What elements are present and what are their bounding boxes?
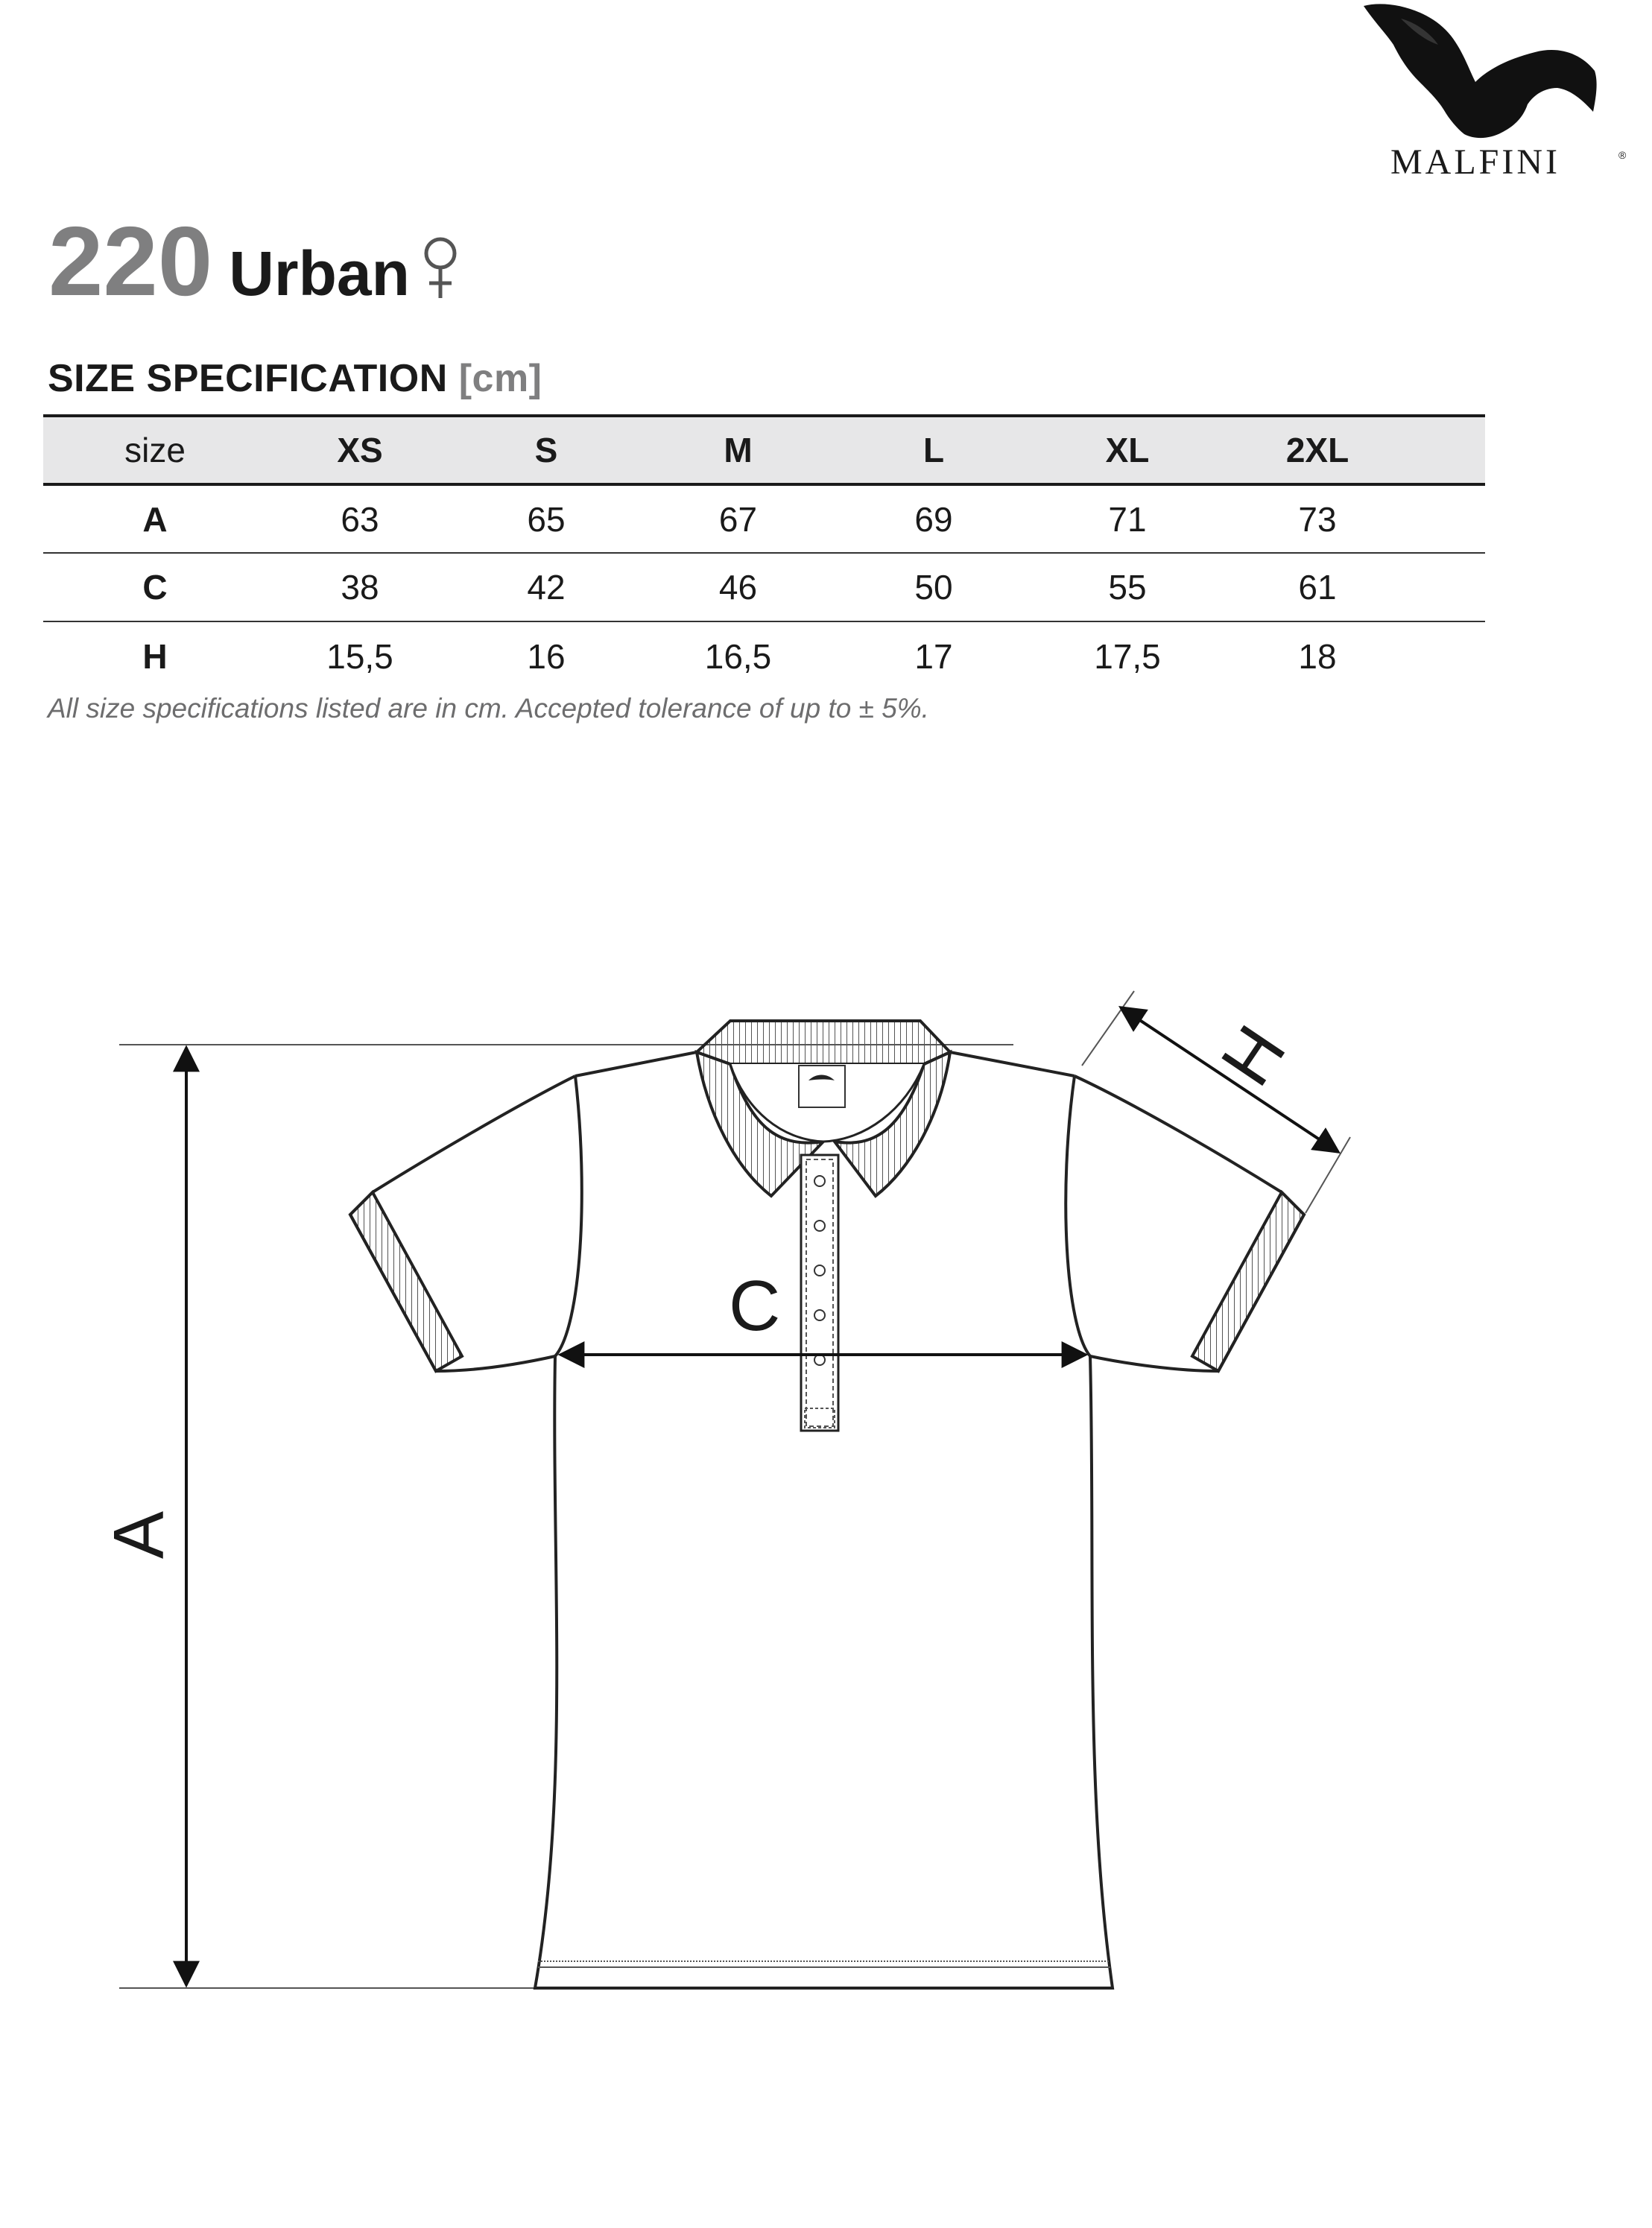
h-reference-line-2 [1306, 1137, 1350, 1213]
collar-back [697, 1021, 950, 1064]
polo-shirt-diagram [0, 969, 1652, 2049]
table-cell: 42 [527, 568, 566, 607]
column-header: M [724, 431, 753, 469]
h-reference-line-1 [1082, 991, 1134, 1066]
table-cell-spacer [1411, 621, 1485, 690]
table-cell: 38 [341, 568, 379, 607]
product-number: 220 [48, 206, 213, 316]
right-shoulder [950, 1052, 1075, 1076]
column-header: 2XL [1285, 431, 1349, 469]
table-cell: 71 [1108, 499, 1147, 539]
registered-mark: ® [1618, 149, 1627, 161]
brand-logo [1326, 0, 1639, 186]
spec-heading-text: SIZE SPECIFICATION [48, 357, 448, 400]
row-label: A [142, 499, 168, 539]
row-label: C [142, 568, 168, 607]
dimension-a-label: A [99, 1510, 180, 1560]
table-cell: 17,5 [1094, 636, 1161, 676]
left-sleeve-cuff [350, 1192, 462, 1371]
size-table [43, 414, 1485, 690]
table-cell-spacer [1411, 484, 1485, 553]
column-header: L [922, 431, 945, 469]
table-cell: 16 [527, 636, 566, 676]
column-header: XS [337, 431, 383, 469]
table-cell: 50 [914, 568, 953, 607]
left-shoulder [575, 1052, 697, 1076]
table-cell: 16,5 [704, 636, 772, 676]
product-name: Urban [229, 238, 410, 308]
table-cell-spacer [1411, 553, 1485, 621]
column-header: XL [1105, 431, 1150, 469]
table-cell: 69 [914, 499, 953, 539]
table-cell: 55 [1108, 568, 1147, 607]
dimension-c-label: C [729, 1266, 781, 1346]
product-title [48, 205, 461, 316]
column-spacer [1411, 416, 1485, 484]
table-row [43, 621, 1485, 690]
spec-unit: [cm] [458, 357, 542, 400]
row-label: H [142, 636, 168, 676]
spec-heading [48, 356, 542, 401]
table-row [43, 553, 1485, 621]
garment-drawing [0, 969, 1652, 2049]
dimension-h-label: H [1206, 1012, 1301, 1100]
table-cell: 63 [341, 499, 379, 539]
table-cell: 65 [527, 499, 566, 539]
right-sleeve-cuff [1192, 1192, 1304, 1371]
eagle-icon [1356, 0, 1610, 142]
table-cell: 17 [914, 636, 953, 676]
column-header: size [124, 431, 186, 469]
table-cell: 18 [1298, 636, 1337, 676]
table-cell: 61 [1298, 568, 1337, 607]
female-symbol-icon [420, 234, 461, 301]
table-row [43, 484, 1485, 553]
table-cell: 15,5 [326, 636, 393, 676]
tolerance-note: All size specifications listed are in cm. Accepted tolerance of up to ± 5%. [48, 693, 929, 724]
brand-name: MALFINI [1390, 142, 1560, 182]
column-header: S [534, 431, 558, 469]
table-header-row [43, 416, 1485, 484]
neck-label [799, 1066, 845, 1107]
table-cell: 67 [718, 499, 758, 539]
table-cell: 46 [718, 568, 758, 607]
table-cell: 73 [1298, 499, 1337, 539]
